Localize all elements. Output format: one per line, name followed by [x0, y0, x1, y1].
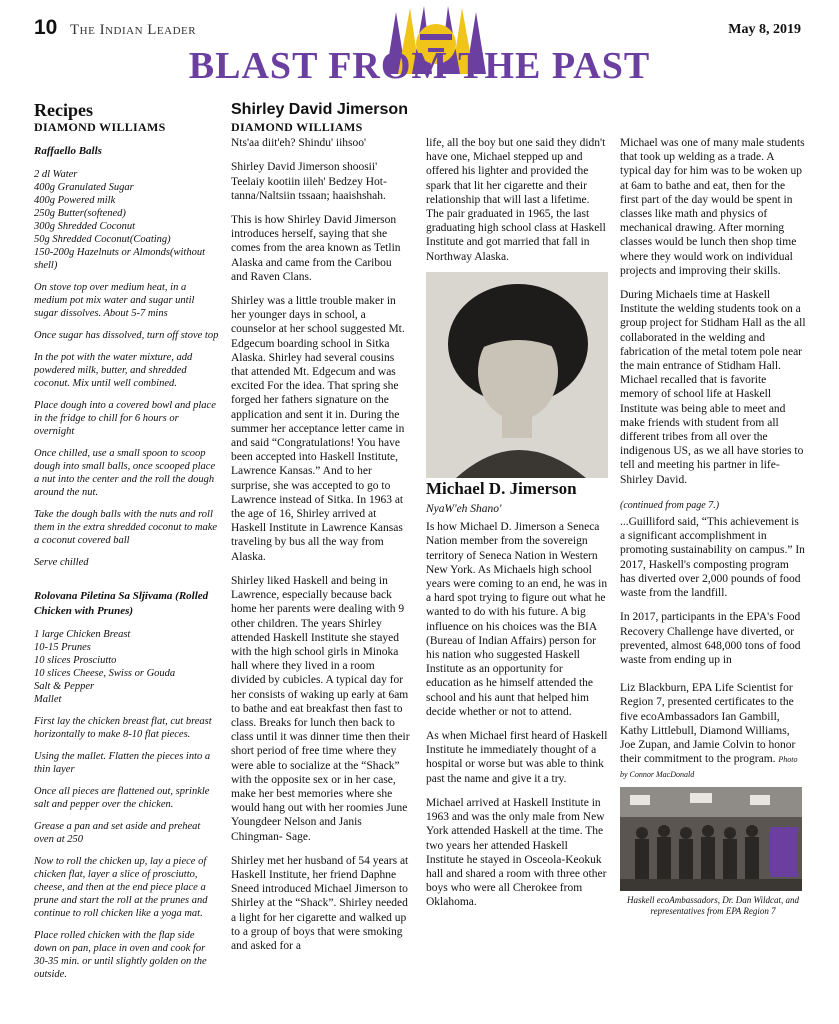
- michael-portrait-photo: [426, 272, 608, 478]
- group-photo-caption: Haskell ecoAmbassadors, Dr. Dan Wildcat, and representatives from EPA Region 7: [627, 894, 799, 916]
- recipe-2-title: Rolovana Piletina Sa Sljivama (Rolled Chicken with Prunes): [34, 590, 209, 617]
- photo-credit: Photo by Connor MacDonald: [620, 755, 798, 780]
- page-number: 10: [34, 16, 58, 39]
- recipes-column: [34, 100, 219, 990]
- recipe-1-step: Once chilled, use a small spoon to scoop dough into small balls, once scooped place a nut into the center and the roll the dough around the nut.: [34, 448, 216, 499]
- story-2-paragraph: During Michaels time at Haskell Institute the welding students took on a group project for Stidham Hall as the all collaborated in the welding and fabrication of the metal totem pole near the main entrance of Stidham Hall. Michael recalled that is favorite memory of school life at Haskell Institute was being able to meet and make friends with student from all different tribes from all over the indigenous US, as we all have stories to tell and meeting his partner in life- Shirley David.: [620, 289, 806, 486]
- recipe-1-step: Serve chilled: [34, 557, 89, 569]
- michael-column: [426, 136, 608, 920]
- continued-column: [620, 136, 806, 917]
- story-1-paragraph: Shirley was a little trouble maker in her younger days in school, a counselor at her school suggested Mt. Edgecum boarding school in Sitka Alaska. Shirley had several cousins that attended Mt. Edgecum and was excited For the idea. That spring she forged her fathers signature on the application and sent it in. During the summer her acceptance letter came in and said “Congratulations! You have been accepted into Haskell Institute, Lawrence Kansas.” And to her surprise, she was accepted to go to Lawrence instead of Sitka. In 1963 at the age of 16, Shirley arrived at Haskell Institute in Lawrence Kansas traveling by bus all the way from Alaska.: [231, 295, 405, 563]
- story-2-paragraph: Michael arrived at Haskell Institute in 1963 and was the only male from New York attended Haskell at the time. The two years her attended Haskell Institute he stayed in Osceola-Keokuk hall and shared a room with three other boys who were all Cherokee from Oklahoma.: [426, 796, 607, 909]
- story-2-paragraph: Michael was one of many male students that took up welding as a trade. A typical day for him was to be woken up at 6am to bathe and eat, then for the first part of the day would be spent in classes like math and physics of mechanical drawing. After morning classes would be lunch then shop time where they would work on individual projects and improving their skills.: [620, 137, 805, 277]
- recipe-2-step: Grease a pan and set aside and preheat oven at 250: [34, 820, 201, 845]
- continued-paragraph: In 2017, participants in the EPA's Food Recovery Challenge have diverted, or prevented, almost 648,000 tons of food waste from ending up in: [620, 611, 801, 666]
- story-1-title: Shirley David Jimerson: [231, 101, 408, 118]
- recipe-2-step: Now to roll the chicken up, lay a piece of chicken flat, layer a slice of prosciutto, cheese, and then at the end piece place a prune and start the roll at the prunes and continue to roll chicken like a yoga mat.: [34, 855, 208, 919]
- recipe-1-step: In the pot with the water mixture, add powdered milk, butter, and shredded coconut. Mix until well combined.: [34, 352, 193, 390]
- recipe-1-step: Take the dough balls with the nuts and roll them in the extra shredded coconut to make a coconut covered ball: [34, 509, 218, 547]
- recipe-2-step: Once all pieces are flattened out, sprinkle salt and pepper over the chicken.: [34, 785, 210, 810]
- story-1-paragraph: life, all the boy but one said they didn't have one, Michael stepped up and offered his lighter and provided the spark that lit her cigarette and their relationship that will last a lifetime. The pair graduated in 1965, the last graduating high school class at Haskell Institute and got married that fall in Northway Alaska.: [426, 137, 606, 263]
- story-2-paragraph: As when Michael first heard of Haskell Institute he immediately thought of a hospital or worse but was able to think past the name and give it a try.: [426, 730, 608, 785]
- recipe-2-ingredients: 1 large Chicken Breast 10-15 Prunes 10 slices Prosciutto 10 slices Cheese, Swiss or Gouda Salt & Pepper Mallet: [34, 628, 176, 705]
- issue-date: May 8, 2019: [728, 22, 801, 37]
- story-2-paragraph: Is how Michael D. Jimerson a Seneca Nation member from the sovereign territory of Seneca Nation in Western New York. As Michaels high school years were coming to an end, he was in a hard spot trying to figure out what he wanted to do with his future. A big influence on his choices was the BIA (Bureau of Indian Affairs) person for his nation who suggested Haskell Institute as an opportunity for education as he himself attended the school and his aunt that helped him decide whether or not to attend.: [426, 521, 608, 718]
- story-1-paragraph: Shirley David Jimerson shoosii' Teelaiy kootiin iileh' Bedzey Hot-tanna/Naltsiin tssaan; haaishshah.: [231, 161, 387, 202]
- story-2-title: Michael D. Jimerson: [426, 478, 577, 498]
- recipe-1-step: Place dough into a covered bowl and place in the fridge to chill for 6 hours or overnight: [34, 400, 216, 438]
- continued-paragraph: Liz Blackburn, EPA Life Scientist for Region 7, presented certificates to the five ecoAmbassadors Ian Gambill, Kathy Littlebull, Diamond Williams, Joe Zupan, and Jamie Colvin to honor their commitment to the program. Photo by Connor MacDonald: [620, 682, 798, 780]
- story-1-paragraph: Shirley met her husband of 54 years at Haskell Institute, her friend Daphne Sneed introduced Michael Jimerson to Shirley at the “Shack”. Shirley needed a light for her cigarette and walked up to a group of boys that were smoking and asked for a: [231, 854, 409, 952]
- story-1-byline: DIAMOND WILLIAMS: [231, 120, 363, 134]
- ecoambassadors-group-photo: [620, 787, 802, 891]
- shirley-column: [231, 100, 411, 963]
- story-1-paragraph: This is how Shirley David Jimerson introduces herself, saying that she comes from the area known as Tetlin Alaska and came from the Caribou and Raven Clans.: [231, 214, 401, 283]
- recipes-byline: DIAMOND WILLIAMS: [34, 120, 166, 134]
- recipe-2-step: First lay the chicken breast flat, cut breast horizontally to make 8-10 flat pieces.: [34, 715, 212, 740]
- story-1-greeting: Nts'aa diit'eh? Shindu' iihsoo': [231, 137, 367, 150]
- recipe-2-step: Using the mallet. Flatten the pieces into a thin layer: [34, 750, 211, 775]
- recipe-1-step: On stove top over medium heat, in a medium pot mix water and sugar until sugar dissolves. About 5-7 mins: [34, 282, 195, 320]
- recipe-2-step: Place rolled chicken with the flap side down on pan, place in oven and cook for 30-35 min. or until slightly golden on the outside.: [34, 929, 207, 980]
- story-1-paragraph: Shirley liked Haskell and being in Lawrence, especially because back home her parents were dealing with 9 other children. The years Shirley attended Haskell Institute she stayed with the high school girls in Minoka hall where they lived in a room divided by cubicles. A typical day for her consists of waking up early at 6am to bathe and eat breakfast then fast to class. Breaks for lunch then back to class until it was dinner time then their short period of free time where they were able to socialize at the “Shack” with the opposite sex or in her case, make her best memories where she would hang out with her roomies June Youngdeer Nelson and Janis Chingman- Sage.: [231, 574, 410, 843]
- continued-label: (continued from page 7.): [620, 499, 720, 511]
- section-banner: BLAST FROM THE PAST: [188, 45, 651, 87]
- recipes-heading: Recipes: [34, 100, 93, 120]
- recipe-1-ingredients: 2 dl Water 400g Granulated Sugar 400g Powered milk 250g Butter(softened) 300g Shredded Coconut 50g Shredded Coconut(Coating) 150-200g Hazelnuts or Almonds(without shell): [34, 169, 206, 272]
- recipe-1-title: Raffaello Balls: [34, 145, 102, 158]
- recipe-1-step: Once sugar has dissolved, turn off stove top: [34, 330, 219, 342]
- continued-paragraph: ...Guilliford said, “This achievement is a significant accomplishment in promoting sustainability on campus.” In 2017, Haskell's composting program has diverted over 2,000 pounds of food waste from the landfill.: [620, 516, 805, 600]
- story-2-greeting: NyaW'eh Shano': [426, 503, 502, 516]
- paper-name: The Indian Leader: [70, 22, 197, 38]
